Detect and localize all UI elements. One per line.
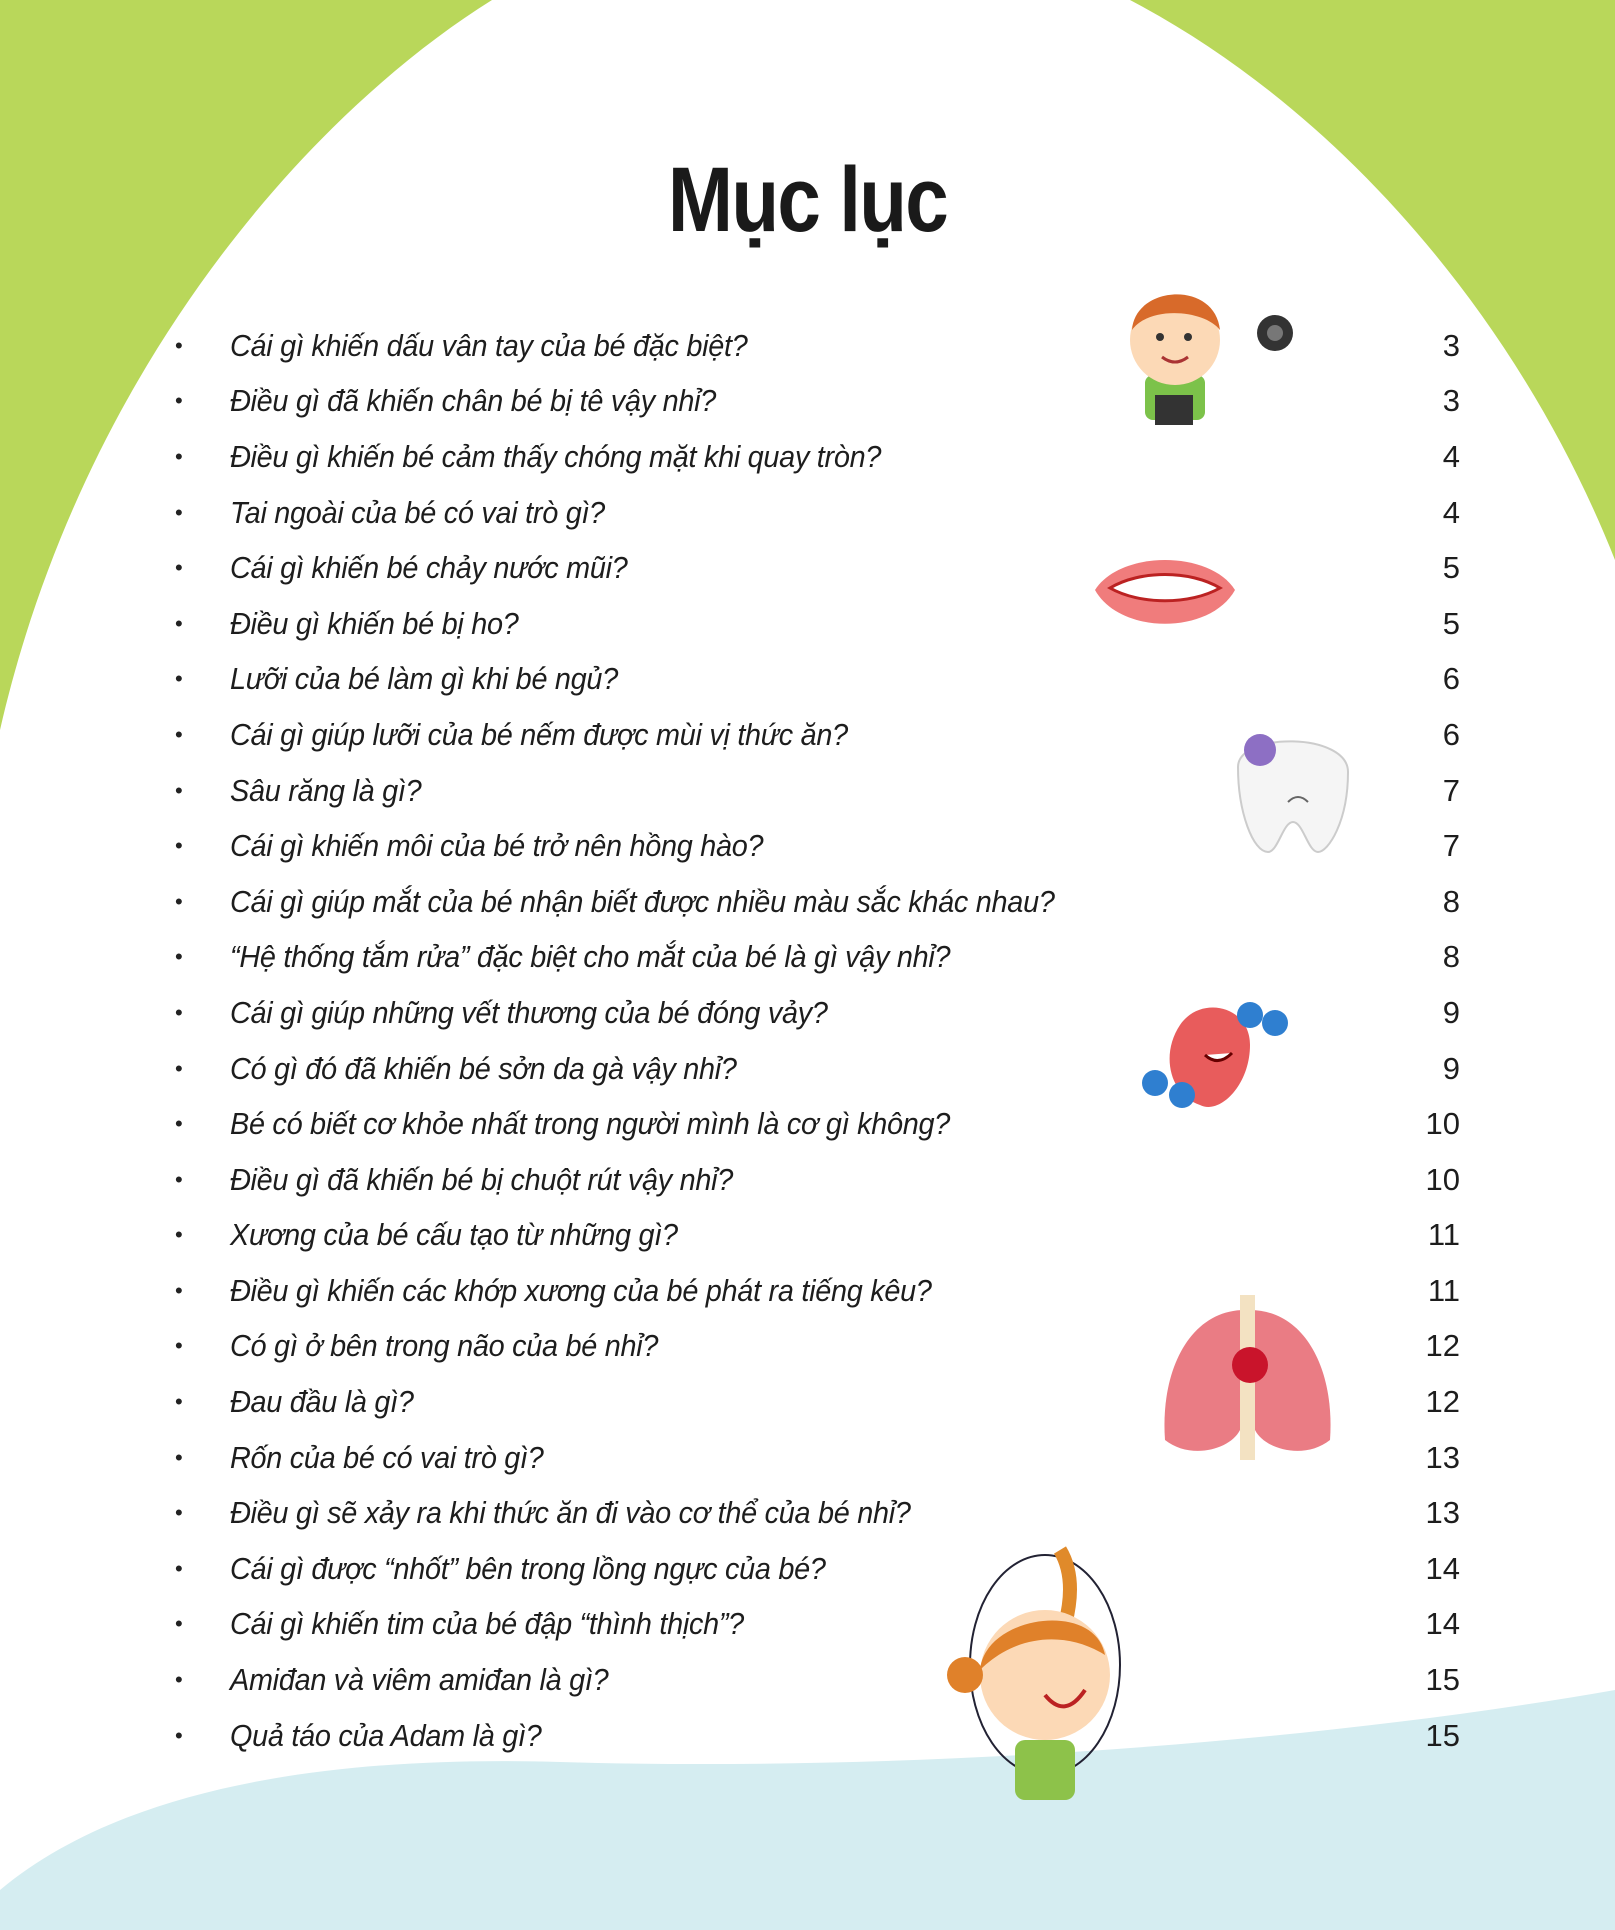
bullet-icon: •: [175, 999, 183, 1025]
toc-entry-title: Điều gì sẽ xảy ra khi thức ăn đi vào cơ thể của bé nhỉ?: [230, 1495, 911, 1531]
toc-entry[interactable]: [170, 429, 1460, 485]
bullet-icon: •: [175, 1611, 183, 1637]
toc-entry-title: Điều gì đã khiến chân bé bị tê vậy nhỉ?: [230, 383, 716, 419]
toc-entry[interactable]: [170, 1152, 1460, 1208]
bullet-icon: •: [175, 1500, 183, 1526]
toc-entry-title: Cái gì giúp những vết thương của bé đóng vảy?: [230, 994, 828, 1030]
toc-entry-page: 7: [1442, 772, 1460, 808]
bullet-icon: •: [175, 944, 183, 970]
tooth-illustration: [1228, 712, 1363, 862]
toc-entry[interactable]: [170, 652, 1460, 708]
bullet-icon: •: [175, 1166, 183, 1192]
bullet-icon: •: [175, 1555, 183, 1581]
bullet-icon: •: [175, 443, 183, 469]
toc-entry[interactable]: [170, 540, 1460, 596]
toc-entry-title: Quả táo của Adam là gì?: [230, 1717, 542, 1753]
toc-entry-page: 6: [1442, 661, 1460, 697]
toc-entry-title: “Hệ thống tắm rửa” đặc biệt cho mắt của bé là gì vậy nhỉ?: [230, 939, 951, 975]
bullet-icon: •: [175, 555, 183, 581]
toc-entry-page: 10: [1425, 1161, 1460, 1197]
muscle-dumbbell-illustration: [1140, 995, 1295, 1135]
bullet-icon: •: [175, 833, 183, 859]
toc-entry-title: Cái gì được “nhốt” bên trong lồng ngực của bé?: [230, 1550, 826, 1586]
toc-entry[interactable]: [170, 596, 1460, 652]
bullet-icon: •: [175, 666, 183, 692]
toc-entry-page: 11: [1427, 1217, 1460, 1253]
toc-entry[interactable]: [170, 1208, 1460, 1264]
toc-entry[interactable]: [170, 1541, 1460, 1597]
toc-entry-page: 10: [1425, 1106, 1460, 1142]
bullet-icon: •: [175, 1277, 183, 1303]
toc-entry-page: 15: [1425, 1662, 1460, 1698]
toc-entry-page: 4: [1442, 438, 1460, 474]
toc-entry-title: Cái gì khiến dấu vân tay của bé đặc biệt?: [230, 327, 748, 363]
toc-entry[interactable]: [170, 1485, 1460, 1541]
toc-entry-page: 4: [1442, 494, 1460, 530]
bullet-icon: •: [175, 1222, 183, 1248]
toc-entry-page: 5: [1442, 605, 1460, 641]
toc-entry-title: Điều gì khiến các khớp xương của bé phát ra tiếng kêu?: [230, 1272, 932, 1308]
toc-entry-page: 12: [1425, 1328, 1460, 1364]
toc-entry-page: 15: [1425, 1717, 1460, 1753]
bullet-icon: •: [175, 499, 183, 525]
toc-entry-page: 13: [1425, 1495, 1460, 1531]
bullet-icon: •: [175, 1667, 183, 1693]
toc-entry-title: Điều gì đã khiến bé bị chuột rút vậy nhỉ?: [230, 1161, 734, 1197]
toc-entry-page: 6: [1442, 716, 1460, 752]
lungs-ribcage-illustration: [1150, 1290, 1345, 1470]
toc-entry-page: 7: [1442, 828, 1460, 864]
bullet-icon: •: [175, 1333, 183, 1359]
toc-entry-title: Lưỡi của bé làm gì khi bé ngủ?: [230, 661, 618, 697]
toc-entry-page: 11: [1427, 1272, 1460, 1308]
toc-entry-title: Cái gì khiến môi của bé trở nên hồng hào?: [230, 828, 764, 864]
toc-entry[interactable]: [170, 1652, 1460, 1708]
bullet-icon: •: [175, 1444, 183, 1470]
toc-entry-title: Có gì đó đã khiến bé sởn da gà vậy nhỉ?: [230, 1050, 737, 1086]
toc-entry-page: 8: [1442, 883, 1460, 919]
toc-entry-page: 14: [1425, 1606, 1460, 1642]
page-title: Mục lục: [667, 149, 948, 251]
toc-entry-page: 9: [1442, 1050, 1460, 1086]
mouth-teeth-illustration: [1090, 545, 1240, 635]
toc-entry-page: 12: [1425, 1384, 1460, 1420]
bullet-icon: •: [175, 388, 183, 414]
toc-entry-title: Có gì ở bên trong não của bé nhỉ?: [230, 1328, 659, 1364]
toc-entry[interactable]: [170, 930, 1460, 986]
bullet-icon: •: [175, 610, 183, 636]
toc-entry[interactable]: [170, 874, 1460, 930]
toc-entry-page: 3: [1442, 327, 1460, 363]
girl-jumping-rope-illustration: [935, 1545, 1155, 1830]
toc-entry[interactable]: [170, 1708, 1460, 1764]
toc-entry[interactable]: [170, 485, 1460, 541]
bullet-icon: •: [175, 721, 183, 747]
toc-entry-title: Tai ngoài của bé có vai trò gì?: [230, 494, 605, 530]
toc-entry-title: Cái gì giúp mắt của bé nhận biết được nhiều màu sắc khác nhau?: [230, 883, 1055, 919]
toc-entry-title: Cái gì khiến tim của bé đập “thình thịch”?: [230, 1606, 744, 1642]
bullet-icon: •: [175, 1389, 183, 1415]
toc-entry-title: Điều gì khiến bé bị ho?: [230, 605, 519, 641]
bullet-icon: •: [175, 1055, 183, 1081]
toc-entry-page: 5: [1442, 550, 1460, 586]
toc-entry-title: Sâu răng là gì?: [230, 772, 422, 808]
toc-entry-title: Xương của bé cấu tạo từ những gì?: [230, 1217, 678, 1253]
toc-entry-title: Bé có biết cơ khỏe nhất trong người mình là cơ gì không?: [230, 1106, 951, 1142]
boy-listening-illustration: [1110, 275, 1300, 430]
toc-entry[interactable]: [170, 1597, 1460, 1653]
toc-entry-title: Cái gì khiến bé chảy nước mũi?: [230, 550, 628, 586]
toc-entry-title: Amiđan và viêm amiđan là gì?: [230, 1662, 609, 1698]
toc-entry-title: Cái gì giúp lưỡi của bé nếm được mùi vị thức ăn?: [230, 716, 848, 752]
toc-entry-title: Rốn của bé có vai trò gì?: [230, 1439, 544, 1475]
bullet-icon: •: [175, 888, 183, 914]
bullet-icon: •: [175, 1111, 183, 1137]
bullet-icon: •: [175, 777, 183, 803]
toc-entry-page: 9: [1442, 994, 1460, 1030]
toc-entry-title: Đau đầu là gì?: [230, 1384, 414, 1420]
bullet-icon: •: [175, 1722, 183, 1748]
toc-entry-page: 13: [1425, 1439, 1460, 1475]
bullet-icon: •: [175, 332, 183, 358]
toc-entry-page: 3: [1442, 383, 1460, 419]
toc-entry-page: 14: [1425, 1550, 1460, 1586]
toc-entry-title: Điều gì khiến bé cảm thấy chóng mặt khi quay tròn?: [230, 438, 882, 474]
toc-entry-page: 8: [1442, 939, 1460, 975]
